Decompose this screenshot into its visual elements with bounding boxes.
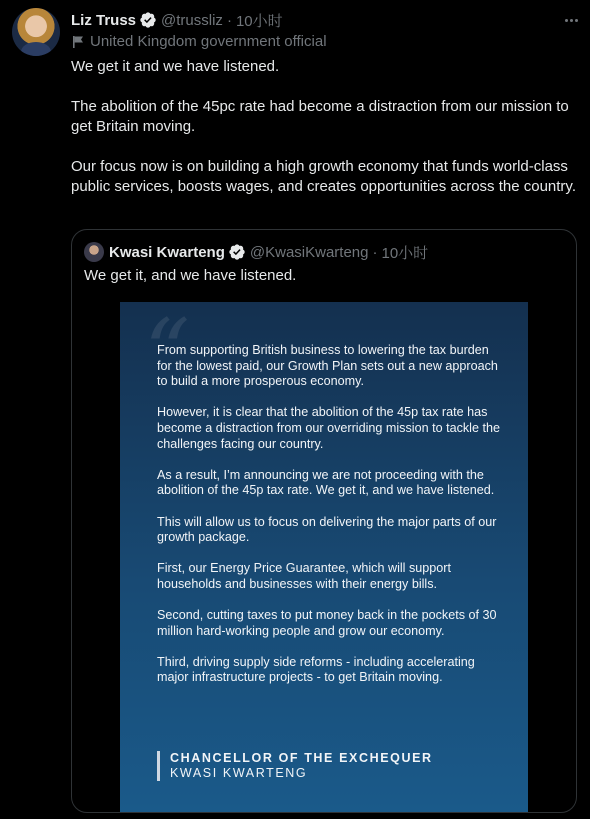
signature-title: CHANCELLOR OF THE EXCHEQUER	[170, 751, 433, 765]
statement-paragraph: First, our Energy Price Guarantee, which will support households and businesses with their energy bills.	[157, 561, 451, 591]
quoted-author-name[interactable]: Kwasi Kwarteng	[109, 243, 225, 261]
statement-paragraph: From supporting British business to lowering the tax burden for the lowest paid, our Growth Plan sets out a new approach to build a more prosperous economy.	[157, 343, 498, 389]
verified-badge-icon	[139, 11, 157, 29]
tweet-paragraph: We get it and we have listened.	[71, 58, 280, 75]
government-label	[71, 33, 327, 50]
author-avatar[interactable]	[12, 8, 60, 56]
flag-icon	[71, 35, 85, 49]
quoted-tweet-timestamp[interactable]: 10小时	[381, 244, 429, 262]
quoted-author-avatar[interactable]	[84, 242, 104, 262]
quoted-tweet-text: We get it, and we have listened.	[84, 267, 297, 284]
quoted-tweet-header	[84, 242, 428, 262]
tweet-text	[71, 57, 583, 217]
statement-text	[157, 343, 502, 702]
more-options-icon[interactable]	[561, 10, 581, 30]
government-label-text: United Kingdom government official	[90, 33, 327, 50]
tweet-paragraph: The abolition of the 45pc rate had become a distraction from our mission to get Britain moving.	[71, 98, 569, 135]
statement-paragraph: However, it is clear that the abolition of the 45p tax rate has become a distraction from our overriding mission to tackle the challenges facing our country.	[157, 405, 500, 451]
statement-paragraph: Second, cutting taxes to put money back in the pockets of 30 million hard-working people and grow our economy.	[157, 608, 497, 638]
signature-name: KWASI KWARTENG	[170, 766, 308, 780]
quoted-tweet[interactable]	[71, 229, 577, 813]
statement-image[interactable]	[120, 302, 528, 813]
quoted-author-handle[interactable]: @KwasiKwarteng	[249, 243, 369, 261]
verified-badge-icon	[228, 243, 246, 261]
author-handle[interactable]: @trussliz	[161, 11, 223, 29]
separator-dot: ·	[372, 243, 378, 261]
statement-paragraph: As a result, I’m announcing we are not proceeding with the abolition of the 45p tax rate. We get it, and we have listened.	[157, 467, 495, 498]
tweet-header	[71, 10, 581, 30]
statement-paragraph: This will allow us to focus on delivering the major parts of our growth package.	[157, 514, 497, 545]
statement-paragraph: Third, driving supply side reforms - including accelerating major infrastructure projects - to get Britain moving.	[157, 654, 475, 685]
quotation-mark-icon: “	[144, 300, 191, 405]
signature-block	[157, 751, 433, 781]
tweet-paragraph: Our focus now is on building a high growth economy that funds world-class public services, boosts wages, and creates opportunities across the country.	[71, 158, 576, 195]
separator-dot: ·	[226, 11, 232, 29]
author-name[interactable]: Liz Truss	[71, 11, 137, 29]
signature-divider	[157, 751, 160, 781]
tweet-timestamp[interactable]: 10小时	[235, 12, 283, 30]
